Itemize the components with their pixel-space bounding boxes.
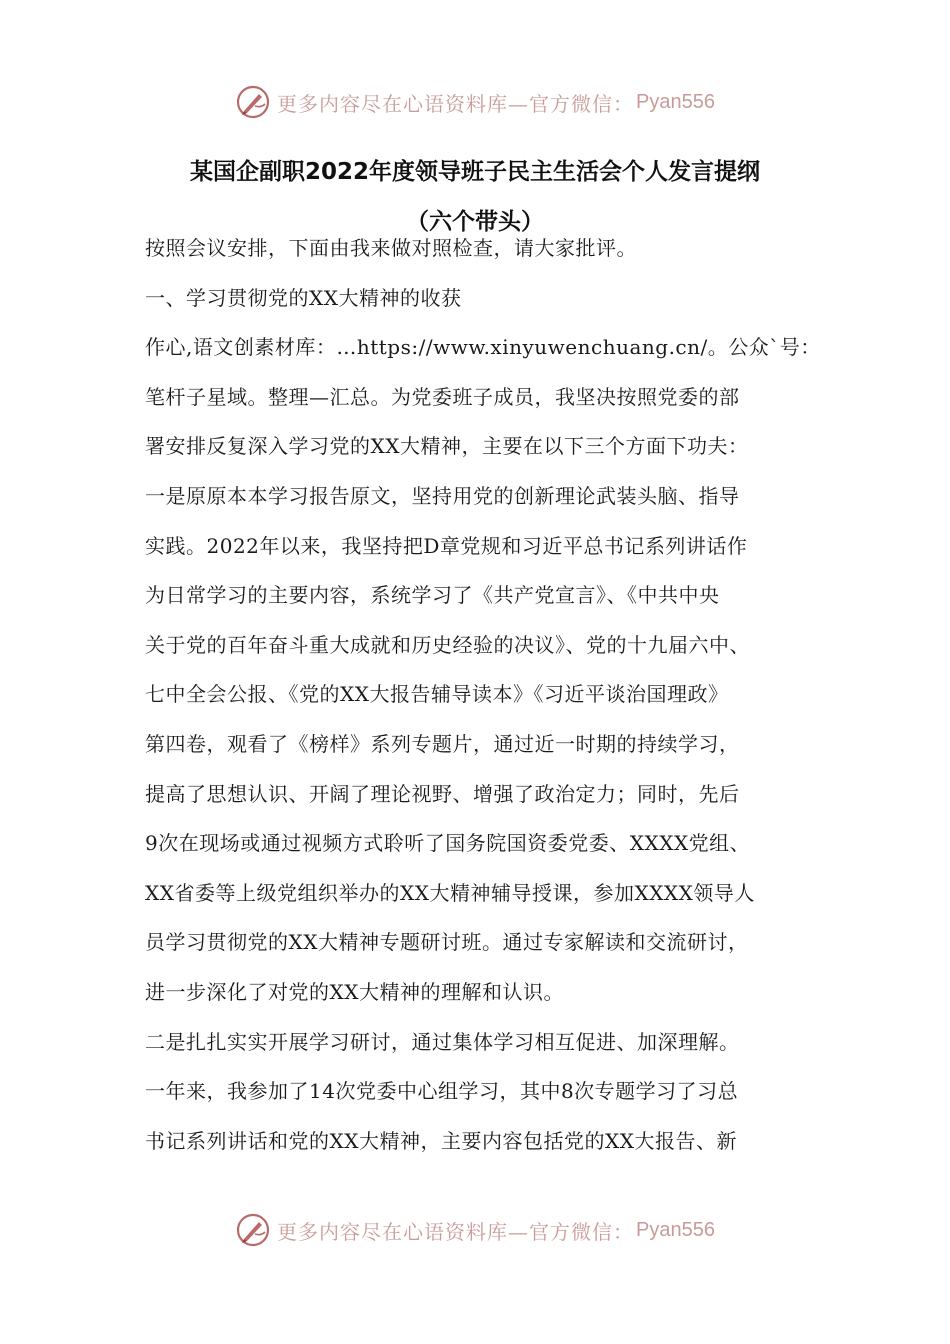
paragraph-line: 书记系列讲话和党的XX大精神，主要内容包括党的XX大报告、新 — [145, 1128, 737, 1153]
paragraph-line: 笔杆子星域。整理—汇总。为党委班子成员，我坚决按照党委的部 — [145, 384, 740, 409]
paragraph-line: 第四卷，观看了《榜样》系列专题片，通过近一时期的持续学习， — [145, 731, 740, 756]
watermark-text: 更多内容尽在心语资料库—官方微信： — [277, 91, 635, 116]
paragraph-line: 9次在现场或通过视频方式聆听了国务院国资委党委、XXXX党组、 — [145, 831, 751, 856]
paragraph-line: XX省委等上级党组织举办的XX大精神辅导授课，参加XXXX领导人 — [145, 880, 755, 905]
document-body — [145, 224, 825, 1166]
paragraph-line: 署安排反复深入学习党的XX大精神，主要在以下三个方面下功夫： — [145, 434, 749, 459]
paragraph-line: 作心,语文创素材库：…https://www.xinyuwenchuang.cn/。公众`号： — [145, 335, 821, 360]
watermark-wechat-id: Pyan556 — [636, 90, 715, 113]
pen-circle-logo-icon — [235, 1212, 271, 1248]
watermark-header — [0, 82, 950, 122]
paragraph-line: 七中全会公报、《党的XX大报告辅导读本》《习近平谈治国理政》 — [145, 682, 729, 707]
section-heading: 一、学习贯彻党的XX大精神的收获 — [145, 285, 462, 310]
watermark-wechat-id: Pyan556 — [636, 1218, 715, 1241]
paragraph-line: 关于党的百年奋斗重大成就和历史经验的决议》、党的十九届六中、 — [145, 632, 750, 657]
pen-circle-logo-icon — [235, 84, 271, 120]
paragraph-line: 按照会议安排，下面由我来做对照检查，请大家批评。 — [145, 236, 637, 260]
paragraph-line: 员学习贯彻党的XX大精神专题研讨班。通过专家解读和交流研讨， — [145, 930, 749, 955]
paragraph-line: 二是扎扎实实开展学习研讨，通过集体学习相互促进、加深理解。 — [145, 1029, 740, 1054]
watermark-text: 更多内容尽在心语资料库—官方微信： — [277, 1219, 635, 1244]
paragraph-line: 实践。2022年以来，我坚持把D章党规和习近平总书记系列讲话作 — [145, 533, 748, 558]
paragraph-line: 一是原原本本学习报告原文，坚持用党的创新理论武装头脑、指导 — [145, 483, 740, 508]
watermark-footer — [0, 1210, 950, 1250]
document-subtitle: （六个带头） — [406, 209, 544, 235]
paragraph-line: 一年来，我参加了14次党委中心组学习，其中8次专题学习了习总 — [145, 1079, 739, 1104]
paragraph-line: 进一步深化了对党的XX大精神的理解和认识。 — [145, 979, 564, 1004]
paragraph-line: 提高了思想认识、开阔了理论视野、增强了政治定力；同时，先后 — [145, 781, 740, 806]
paragraph-line: 为日常学习的主要内容，系统学习了《共产党宣言》、《中共中央 — [145, 583, 720, 608]
document-title: 某国企副职2022年度领导班子民主生活会个人发言提纲 — [189, 159, 760, 185]
